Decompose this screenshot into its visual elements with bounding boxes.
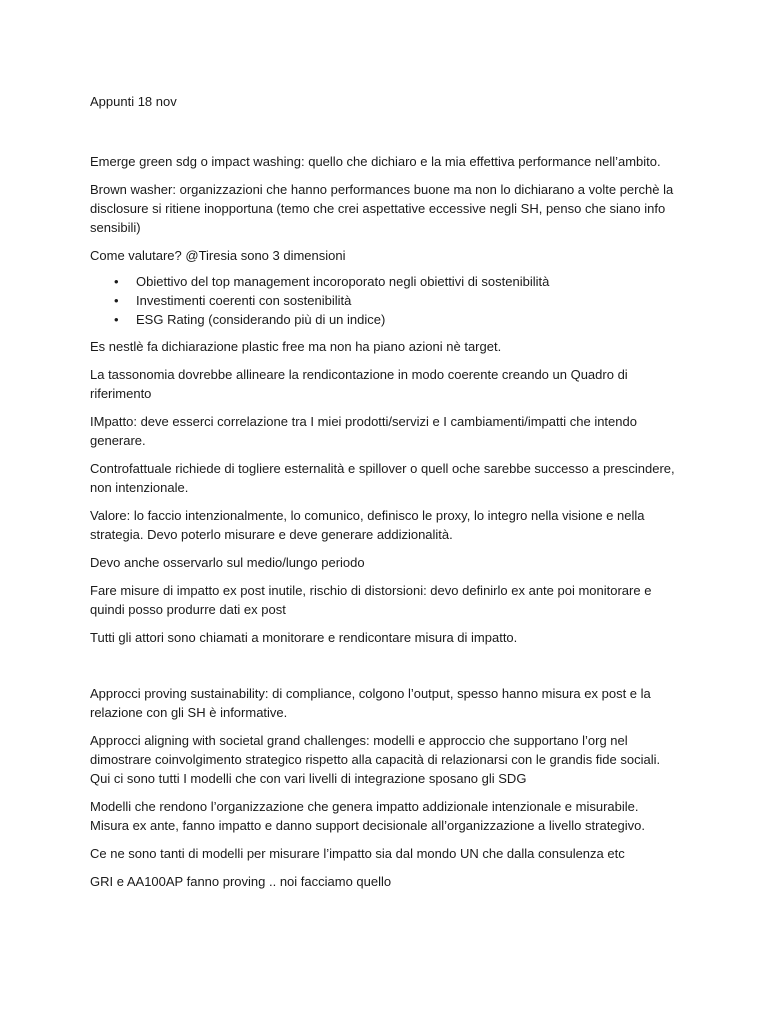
blank-line [90,656,680,684]
list-item-text: Investimenti coerenti con sostenibilità [136,293,352,308]
list-item [90,310,680,329]
paragraph-tassonomia: La tassonomia dovrebbe allineare la rendicontazione in modo coerente creando un Quadro di riferimento [90,367,628,401]
list-item-text: Obiettivo del top management incoroporato negli obiettivi di sostenibilità [136,274,550,289]
paragraph-medio-lungo: Devo anche osservarlo sul medio/lungo periodo [90,555,365,570]
paragraph-impact-washing: Emerge green sdg o impact washing: quello che dichiaro e la mia effettiva performance nell’ambito. [90,154,661,169]
paragraph-attori: Tutti gli attori sono chiamati a monitorare e rendicontare misura di impatto. [90,630,518,645]
list-item [90,272,680,291]
document-title: Appunti 18 nov [90,94,177,109]
paragraph-come-valutare: Come valutare? @Tiresia sono 3 dimensioni [90,248,346,263]
bullet-icon: • [114,293,119,308]
paragraph-aligning: Approcci aligning with societal grand challenges: modelli e approccio che supportano l’org nel dimostrare coinvolgimento strategico rispetto alla capacità di relazionarsi con le grandis fide sociali. Qui ci sono tutti I modelli che con vari livelli di integrazione sposano gli SDG [90,733,661,786]
paragraph-ex-post: Fare misure di impatto ex post inutile, rischio di distorsioni: devo definirlo ex ante poi monitorare e quindi posso produrre dati ex post [90,583,652,617]
paragraph-modelli: Modelli che rendono l’organizzazione che genera impatto addizionale intenzionale e misurabile. Misura ex ante, fanno impatto e danno support decisionale all’organizzazione a livello strategivo. [90,799,645,833]
bullet-icon: • [114,312,119,327]
paragraph-gri: GRI e AA100AP fanno proving .. noi facciamo quello [90,874,392,889]
paragraph-nestle: Es nestlè fa dichiarazione plastic free ma non ha piano azioni nè target. [90,339,502,354]
paragraph-brown-washer: Brown washer: organizzazioni che hanno performances buone ma non lo dichiarano a volte perchè la disclosure si ritiene inopportuna (temo che crei aspettative eccessive negli SH, penso che siano info sensibili) [90,182,674,235]
paragraph-valore: Valore: lo faccio intenzionalmente, lo comunico, definisco le proxy, lo integro nella visione e nella strategia. Devo poterlo misurare e deve generare addizionalità. [90,508,645,542]
paragraph-controfattuale: Controfattuale richiede di togliere esternalità e spillover o quell oche sarebbe successo a prescindere, non intenzionale. [90,461,675,495]
bullet-icon: • [114,274,119,289]
list-item [90,291,680,310]
paragraph-impatto: IMpatto: deve esserci correlazione tra I miei prodotti/servizi e I cambiamenti/impatti che intendo generare. [90,414,637,448]
list-item-text: ESG Rating (considerando più di un indice) [136,312,386,327]
paragraph-tanti-modelli: Ce ne sono tanti di modelli per misurare l’impatto sia dal mondo UN che dalla consulenza etc [90,846,625,861]
document-body [90,92,680,900]
bullet-list [90,272,680,329]
paragraph-proving: Approcci proving sustainability: di compliance, colgono l’output, spesso hanno misura ex post e la relazione con gli SH è informative. [90,686,651,720]
